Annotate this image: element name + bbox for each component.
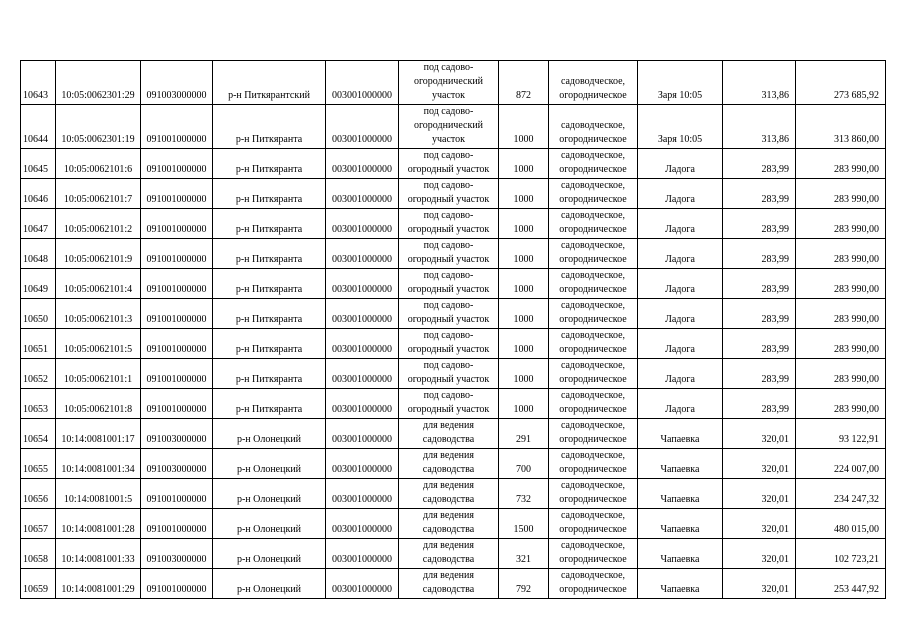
oktmo-code-cell: 003001000000: [326, 149, 399, 179]
settlement-cell: Ладога: [638, 299, 723, 329]
row-number-cell: 10651: [21, 329, 56, 359]
cadastral-number-cell: 10:05:0062101:5: [56, 329, 141, 359]
okato-code-cell: 091001000000: [141, 105, 213, 149]
oktmo-code-cell: 003001000000: [326, 419, 399, 449]
permitted-use-cell: для ведения садоводства: [399, 569, 499, 599]
cadastral-value-cell: 283 990,00: [796, 179, 886, 209]
permitted-use-cell: для ведения садоводства: [399, 539, 499, 569]
cadastral-number-cell: 10:05:0062101:1: [56, 359, 141, 389]
cadastral-value-cell: 283 990,00: [796, 149, 886, 179]
table-row: [21, 419, 886, 449]
row-number-cell: 10655: [21, 449, 56, 479]
land-category-cell: садоводческое, огородническое: [549, 449, 638, 479]
cadastral-value-cell: 283 990,00: [796, 299, 886, 329]
okato-code-cell: 091001000000: [141, 509, 213, 539]
cadastral-number-cell: 10:05:0062301:29: [56, 61, 141, 105]
land-category-cell: садоводческое, огородническое: [549, 299, 638, 329]
cadastral-value-cell: 480 015,00: [796, 509, 886, 539]
unit-value-cell: 283,99: [723, 239, 796, 269]
oktmo-code-cell: 003001000000: [326, 179, 399, 209]
cadastral-value-cell: 224 007,00: [796, 449, 886, 479]
unit-value-cell: 283,99: [723, 149, 796, 179]
cadastral-value-cell: 234 247,32: [796, 479, 886, 509]
cadastral-value-cell: 253 447,92: [796, 569, 886, 599]
area-cell: 1000: [499, 299, 549, 329]
table-body: [21, 61, 886, 599]
cadastral-number-cell: 10:05:0062101:3: [56, 299, 141, 329]
row-number-cell: 10650: [21, 299, 56, 329]
unit-value-cell: 313,86: [723, 105, 796, 149]
row-number-cell: 10645: [21, 149, 56, 179]
land-category-cell: садоводческое, огородническое: [549, 539, 638, 569]
permitted-use-cell: под садово- огородный участок: [399, 179, 499, 209]
table-row: [21, 359, 886, 389]
okato-code-cell: 091001000000: [141, 359, 213, 389]
land-category-cell: садоводческое, огородническое: [549, 105, 638, 149]
permitted-use-cell: под садово- огородный участок: [399, 299, 499, 329]
cadastral-number-cell: 10:05:0062101:2: [56, 209, 141, 239]
cadastral-value-cell: 283 990,00: [796, 329, 886, 359]
oktmo-code-cell: 003001000000: [326, 329, 399, 359]
unit-value-cell: 283,99: [723, 269, 796, 299]
district-cell: р-н Олонецкий: [213, 569, 326, 599]
district-cell: р-н Питкяранта: [213, 359, 326, 389]
permitted-use-cell: под садово- огороднический участок: [399, 61, 499, 105]
cadastral-number-cell: 10:14:0081001:5: [56, 479, 141, 509]
cadastral-number-cell: 10:05:0062101:8: [56, 389, 141, 419]
settlement-cell: Чапаевка: [638, 539, 723, 569]
land-category-cell: садоводческое, огородническое: [549, 239, 638, 269]
land-category-cell: садоводческое, огородническое: [549, 61, 638, 105]
permitted-use-cell: под садово- огороднический участок: [399, 105, 499, 149]
area-cell: 1000: [499, 329, 549, 359]
settlement-cell: Чапаевка: [638, 509, 723, 539]
district-cell: р-н Питкяранта: [213, 329, 326, 359]
okato-code-cell: 091001000000: [141, 179, 213, 209]
unit-value-cell: 320,01: [723, 509, 796, 539]
oktmo-code-cell: 003001000000: [326, 61, 399, 105]
oktmo-code-cell: 003001000000: [326, 449, 399, 479]
settlement-cell: Чапаевка: [638, 479, 723, 509]
table-row: [21, 479, 886, 509]
area-cell: 321: [499, 539, 549, 569]
settlement-cell: Ладога: [638, 179, 723, 209]
settlement-cell: Ладога: [638, 269, 723, 299]
land-category-cell: садоводческое, огородническое: [549, 329, 638, 359]
land-category-cell: садоводческое, огородническое: [549, 509, 638, 539]
area-cell: 1000: [499, 179, 549, 209]
row-number-cell: 10654: [21, 419, 56, 449]
land-category-cell: садоводческое, огородническое: [549, 269, 638, 299]
area-cell: 291: [499, 419, 549, 449]
row-number-cell: 10653: [21, 389, 56, 419]
row-number-cell: 10657: [21, 509, 56, 539]
table-row: [21, 509, 886, 539]
okato-code-cell: 091003000000: [141, 449, 213, 479]
land-category-cell: садоводческое, огородническое: [549, 479, 638, 509]
settlement-cell: Ладога: [638, 239, 723, 269]
area-cell: 1500: [499, 509, 549, 539]
permitted-use-cell: под садово- огородный участок: [399, 269, 499, 299]
unit-value-cell: 283,99: [723, 299, 796, 329]
cadastral-number-cell: 10:05:0062101:4: [56, 269, 141, 299]
unit-value-cell: 320,01: [723, 419, 796, 449]
table-row: [21, 209, 886, 239]
oktmo-code-cell: 003001000000: [326, 299, 399, 329]
oktmo-code-cell: 003001000000: [326, 569, 399, 599]
permitted-use-cell: под садово- огородный участок: [399, 239, 499, 269]
settlement-cell: Чапаевка: [638, 449, 723, 479]
district-cell: р-н Питкяранта: [213, 269, 326, 299]
oktmo-code-cell: 003001000000: [326, 389, 399, 419]
settlement-cell: Ладога: [638, 329, 723, 359]
settlement-cell: Ладога: [638, 149, 723, 179]
area-cell: 1000: [499, 209, 549, 239]
table-row: [21, 449, 886, 479]
table-row: [21, 105, 886, 149]
okato-code-cell: 091003000000: [141, 539, 213, 569]
table-row: [21, 539, 886, 569]
land-category-cell: садоводческое, огородническое: [549, 359, 638, 389]
row-number-cell: 10647: [21, 209, 56, 239]
oktmo-code-cell: 003001000000: [326, 239, 399, 269]
district-cell: р-н Питкяранта: [213, 239, 326, 269]
oktmo-code-cell: 003001000000: [326, 105, 399, 149]
okato-code-cell: 091001000000: [141, 299, 213, 329]
okato-code-cell: 091001000000: [141, 389, 213, 419]
district-cell: р-н Питкяранта: [213, 105, 326, 149]
row-number-cell: 10648: [21, 239, 56, 269]
cadastral-value-cell: 283 990,00: [796, 269, 886, 299]
cadastral-number-cell: 10:05:0062101:9: [56, 239, 141, 269]
land-plots-table: [20, 60, 886, 599]
cadastral-number-cell: 10:14:0081001:28: [56, 509, 141, 539]
row-number-cell: 10659: [21, 569, 56, 599]
area-cell: 1000: [499, 269, 549, 299]
row-number-cell: 10649: [21, 269, 56, 299]
permitted-use-cell: под садово- огородный участок: [399, 359, 499, 389]
unit-value-cell: 320,01: [723, 449, 796, 479]
okato-code-cell: 091001000000: [141, 149, 213, 179]
district-cell: р-н Питкярантский: [213, 61, 326, 105]
okato-code-cell: 091001000000: [141, 479, 213, 509]
district-cell: р-н Питкяранта: [213, 149, 326, 179]
cadastral-number-cell: 10:05:0062301:19: [56, 105, 141, 149]
unit-value-cell: 283,99: [723, 329, 796, 359]
okato-code-cell: 091001000000: [141, 569, 213, 599]
district-cell: р-н Олонецкий: [213, 419, 326, 449]
land-category-cell: садоводческое, огородническое: [549, 149, 638, 179]
cadastral-number-cell: 10:14:0081001:29: [56, 569, 141, 599]
district-cell: р-н Питкяранта: [213, 389, 326, 419]
oktmo-code-cell: 003001000000: [326, 209, 399, 239]
cadastral-number-cell: 10:14:0081001:17: [56, 419, 141, 449]
area-cell: 1000: [499, 389, 549, 419]
table-row: [21, 269, 886, 299]
okato-code-cell: 091001000000: [141, 239, 213, 269]
cadastral-value-cell: 283 990,00: [796, 359, 886, 389]
permitted-use-cell: для ведения садоводства: [399, 509, 499, 539]
table-row: [21, 329, 886, 359]
table-row: [21, 299, 886, 329]
settlement-cell: Чапаевка: [638, 569, 723, 599]
cadastral-value-cell: 102 723,21: [796, 539, 886, 569]
area-cell: 1000: [499, 149, 549, 179]
row-number-cell: 10643: [21, 61, 56, 105]
cadastral-value-cell: 283 990,00: [796, 239, 886, 269]
land-category-cell: садоводческое, огородническое: [549, 389, 638, 419]
area-cell: 1000: [499, 359, 549, 389]
permitted-use-cell: под садово- огородный участок: [399, 329, 499, 359]
row-number-cell: 10656: [21, 479, 56, 509]
land-category-cell: садоводческое, огородническое: [549, 179, 638, 209]
oktmo-code-cell: 003001000000: [326, 479, 399, 509]
cadastral-value-cell: 273 685,92: [796, 61, 886, 105]
district-cell: р-н Питкяранта: [213, 179, 326, 209]
district-cell: р-н Питкяранта: [213, 299, 326, 329]
row-number-cell: 10658: [21, 539, 56, 569]
land-category-cell: садоводческое, огородническое: [549, 419, 638, 449]
permitted-use-cell: под садово- огородный участок: [399, 209, 499, 239]
area-cell: 792: [499, 569, 549, 599]
okato-code-cell: 091001000000: [141, 209, 213, 239]
oktmo-code-cell: 003001000000: [326, 359, 399, 389]
permitted-use-cell: под садово- огородный участок: [399, 389, 499, 419]
area-cell: 1000: [499, 105, 549, 149]
settlement-cell: Заря 10:05: [638, 105, 723, 149]
settlement-cell: Ладога: [638, 209, 723, 239]
oktmo-code-cell: 003001000000: [326, 269, 399, 299]
area-cell: 872: [499, 61, 549, 105]
table-row: [21, 239, 886, 269]
district-cell: р-н Олонецкий: [213, 449, 326, 479]
table-row: [21, 569, 886, 599]
permitted-use-cell: для ведения садоводства: [399, 449, 499, 479]
cadastral-value-cell: 283 990,00: [796, 389, 886, 419]
unit-value-cell: 283,99: [723, 209, 796, 239]
unit-value-cell: 320,01: [723, 539, 796, 569]
okato-code-cell: 091001000000: [141, 269, 213, 299]
cadastral-number-cell: 10:14:0081001:33: [56, 539, 141, 569]
area-cell: 1000: [499, 239, 549, 269]
row-number-cell: 10652: [21, 359, 56, 389]
table-row: [21, 179, 886, 209]
area-cell: 700: [499, 449, 549, 479]
district-cell: р-н Олонецкий: [213, 479, 326, 509]
okato-code-cell: 091001000000: [141, 329, 213, 359]
unit-value-cell: 283,99: [723, 359, 796, 389]
settlement-cell: Заря 10:05: [638, 61, 723, 105]
row-number-cell: 10644: [21, 105, 56, 149]
permitted-use-cell: для ведения садоводства: [399, 419, 499, 449]
cadastral-value-cell: 93 122,91: [796, 419, 886, 449]
unit-value-cell: 283,99: [723, 179, 796, 209]
district-cell: р-н Олонецкий: [213, 509, 326, 539]
table-row: [21, 149, 886, 179]
table-row: [21, 389, 886, 419]
unit-value-cell: 320,01: [723, 569, 796, 599]
permitted-use-cell: под садово- огородный участок: [399, 149, 499, 179]
unit-value-cell: 283,99: [723, 389, 796, 419]
area-cell: 732: [499, 479, 549, 509]
land-category-cell: садоводческое, огородническое: [549, 209, 638, 239]
row-number-cell: 10646: [21, 179, 56, 209]
unit-value-cell: 313,86: [723, 61, 796, 105]
cadastral-value-cell: 313 860,00: [796, 105, 886, 149]
land-category-cell: садоводческое, огородническое: [549, 569, 638, 599]
cadastral-number-cell: 10:05:0062101:6: [56, 149, 141, 179]
settlement-cell: Ладога: [638, 359, 723, 389]
cadastral-value-cell: 283 990,00: [796, 209, 886, 239]
unit-value-cell: 320,01: [723, 479, 796, 509]
district-cell: р-н Питкяранта: [213, 209, 326, 239]
okato-code-cell: 091003000000: [141, 419, 213, 449]
settlement-cell: Ладога: [638, 389, 723, 419]
cadastral-number-cell: 10:05:0062101:7: [56, 179, 141, 209]
district-cell: р-н Олонецкий: [213, 539, 326, 569]
okato-code-cell: 091003000000: [141, 61, 213, 105]
oktmo-code-cell: 003001000000: [326, 509, 399, 539]
settlement-cell: Чапаевка: [638, 419, 723, 449]
table-row: [21, 61, 886, 105]
permitted-use-cell: для ведения садоводства: [399, 479, 499, 509]
cadastral-number-cell: 10:14:0081001:34: [56, 449, 141, 479]
oktmo-code-cell: 003001000000: [326, 539, 399, 569]
